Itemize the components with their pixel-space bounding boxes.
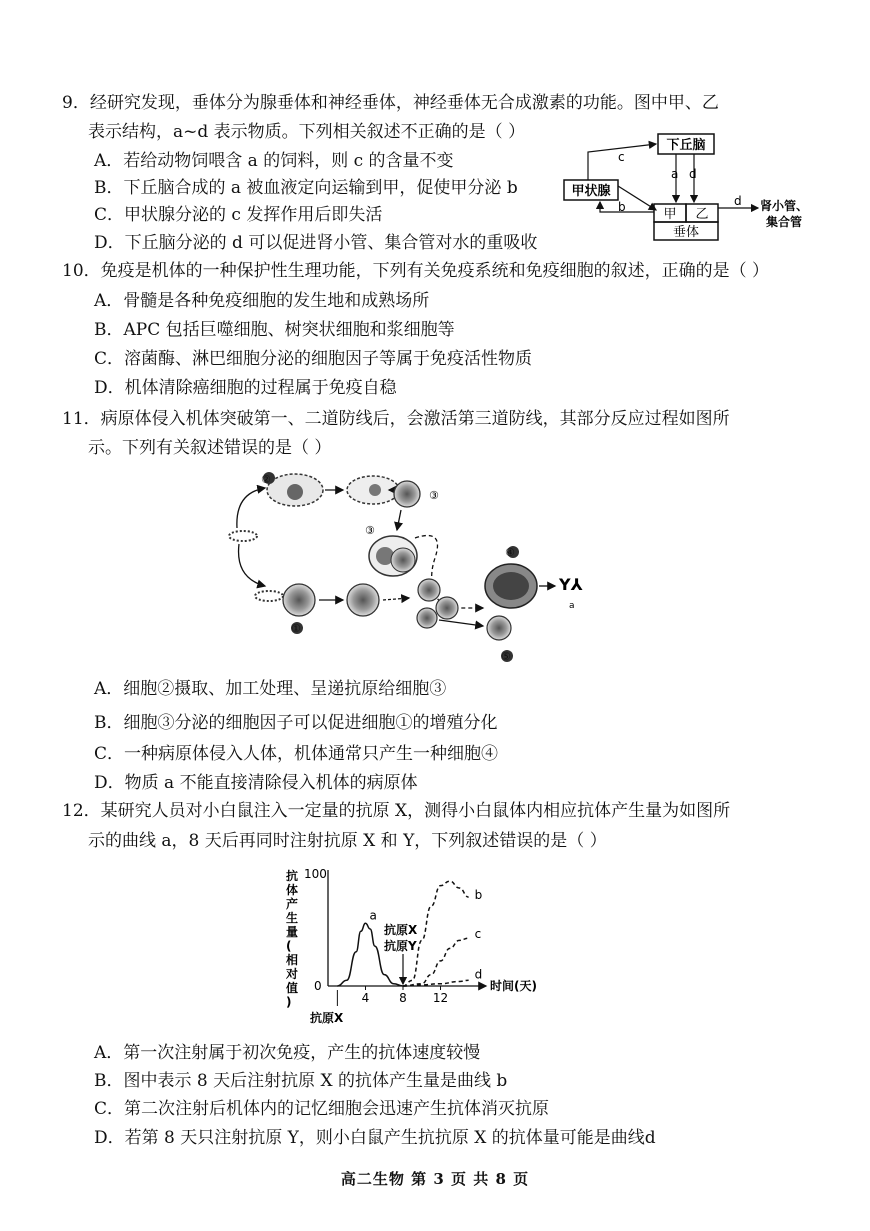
proliferating-cell-1 <box>418 579 440 601</box>
pituitary-yi-label: 乙 <box>695 207 709 222</box>
antibody-chart <box>280 866 560 1026</box>
y-tick-0: 0 <box>314 979 322 993</box>
y-axis-label-char: 值 <box>286 981 299 995</box>
series-label-d: d <box>474 967 483 982</box>
pituitary-label: 垂体 <box>672 225 700 240</box>
target-kidney-line2: 集合管 <box>766 215 803 229</box>
injection2-label-line1: 抗原X <box>384 923 418 937</box>
q10-option-c: C．溶菌酶、淋巴细胞分泌的细胞因子等属于免疫活性物质 <box>94 349 533 369</box>
label-b: b <box>618 200 626 214</box>
y-axis-label-char: 量 <box>286 925 299 939</box>
apc-presenting-nucleus <box>369 484 381 496</box>
proliferating-cell-3 <box>417 608 437 628</box>
cell-3-activated-nucleus-2 <box>391 548 415 572</box>
q11-option-c: C．一种病原体侵入人体，机体通常只产生一种细胞④ <box>94 744 499 764</box>
arrow-pathogen-to-bcell <box>239 544 265 586</box>
label-d-lower: d <box>734 194 742 208</box>
q9-option-a: A．若给动物饲喂含 a 的饲料，则 c 的含量不变 <box>94 151 454 171</box>
y-axis-label-char: 相 <box>286 953 299 967</box>
q12-stem-line1: 12．某研究人员对小白鼠注入一定量的抗原 X，测得小白鼠体内相应抗体产生量为如图所 <box>62 801 731 821</box>
q10-option-d: D．机体清除癌细胞的过程属于免疫自稳 <box>94 378 397 398</box>
arrow-to-proliferation <box>383 598 409 600</box>
q11-option-d: D．物质 a 不能直接清除侵入机体的病原体 <box>94 773 418 793</box>
q9-stem-line2: 表示结构，a~d 表示物质。下列相关叙述不正确的是（ ） <box>88 122 526 142</box>
series-label-a: a <box>369 908 377 923</box>
cell-1-number: ① <box>291 622 301 635</box>
q12-option-a: A．第一次注射属于初次免疫，产生的抗体速度较慢 <box>94 1043 481 1063</box>
antibody-glyphs: Y⅄ <box>559 575 583 594</box>
cell-5-number: ⑤ <box>501 650 511 663</box>
y-axis-label-char: 体 <box>286 883 299 897</box>
series-label-b: b <box>474 888 483 903</box>
activated-b-cell <box>347 584 379 616</box>
y-axis-label-char: 抗 <box>286 869 299 883</box>
q12-option-c: C．第二次注射后机体内的记忆细胞会迅速产生抗体消灭抗原 <box>94 1099 550 1119</box>
label-d-upper: d <box>689 167 697 181</box>
page-footer: 高二生物 第 3 页 共 8 页 <box>340 1170 530 1188</box>
y-tick-100: 100 <box>304 867 327 881</box>
q11-option-b: B．细胞③分泌的细胞因子可以促进细胞①的增殖分化 <box>94 713 498 733</box>
series-line-d <box>403 980 469 986</box>
q11-immune-figure <box>225 468 585 668</box>
cell-3-top-number: ③ <box>429 489 439 502</box>
arrow-to-memory-cell <box>439 620 483 626</box>
y-axis-label-char: 产 <box>286 897 299 911</box>
q10-option-b: B．APC 包括巨噬细胞、树突状细胞和浆细胞等 <box>94 320 455 340</box>
y-axis-label-char: ) <box>286 995 292 1009</box>
q10-stem: 10．免疫是机体的一种保护性生理功能，下列有关免疫系统和免疫细胞的叙述，正确的是（ ） <box>62 261 770 281</box>
y-axis-label-vertical <box>285 868 298 1009</box>
y-axis-label-char: 生 <box>286 911 299 925</box>
x-tick-label: 8 <box>399 991 407 1005</box>
y-axis-label-char: 对 <box>286 967 299 981</box>
cell-5-memory <box>487 616 511 640</box>
cell-3-center-number: ③ <box>365 524 375 537</box>
cell-1-b-cell <box>283 584 315 616</box>
q12-option-b: B．图中表示 8 天后注射抗原 X 的抗体产生量是曲线 b <box>94 1071 508 1091</box>
series-label-c: c <box>474 927 482 942</box>
arrow-pathogen-to-cell2 <box>237 488 265 528</box>
label-a: a <box>671 167 679 181</box>
injection1-label: 抗原X <box>310 1011 344 1025</box>
cell-2-number: ② <box>261 473 271 486</box>
proliferating-cell-2 <box>436 597 458 619</box>
q11-option-a: A．细胞②摄取、加工处理、呈递抗原给细胞③ <box>94 679 447 699</box>
q12-option-d: D．若第 8 天只注射抗原 Y，则小白鼠产生抗抗原 X 的抗体量可能是曲线d <box>94 1128 656 1148</box>
x-tick-label: 12 <box>432 991 449 1005</box>
q9-option-b: B．下丘脑合成的 a 被血液定向运输到甲，促使甲分泌 b <box>94 178 518 198</box>
q9-option-d: D．下丘脑分泌的 d 可以促进肾小管、集合管对水的重吸收 <box>94 233 538 253</box>
pituitary-jia-label: 甲 <box>663 207 677 222</box>
cell-2-nucleus <box>287 484 303 500</box>
y-axis-label-char: ( <box>286 939 292 953</box>
q9-hormone-diagram <box>560 130 830 245</box>
q11-stem-line2: 示。下列有关叙述错误的是（ ） <box>88 438 332 458</box>
injection2-label-line2: 抗原Y <box>384 939 417 953</box>
x-tick-label: 4 <box>361 991 370 1005</box>
pathogen <box>229 531 257 541</box>
antibody-label-a: a <box>569 601 575 611</box>
q10-option-a: A．骨髓是各种免疫细胞的发生地和成熟场所 <box>94 291 430 311</box>
q9-stem-line1: 9．经研究发现，垂体分为腺垂体和神经垂体，神经垂体无合成激素的功能。图中甲、乙 <box>62 93 719 113</box>
label-c: c <box>618 150 625 164</box>
hypothalamus-label: 下丘脑 <box>666 138 706 153</box>
target-kidney-line1: 肾小管、 <box>760 199 809 213</box>
q12-stem-line2: 示的曲线 a，8 天后再同时注射抗原 X 和 Y，下列叙述错误的是（ ） <box>88 831 607 851</box>
thyroid-label: 甲状腺 <box>571 184 611 199</box>
arrow-cell3-down <box>397 510 401 530</box>
cell-3-top <box>394 481 420 507</box>
cell-4-plasma-inner <box>493 572 529 600</box>
x-ticks <box>337 986 448 1006</box>
pathogen-lower <box>255 591 283 601</box>
x-axis-label: 时间(天) <box>490 979 537 993</box>
q11-stem-line1: 11．病原体侵入机体突破第一、二道防线后，会激活第三道防线，其部分反应过程如图所 <box>62 409 730 429</box>
cell-4-number: ④ <box>505 546 515 559</box>
q9-option-c: C．甲状腺分泌的 c 发挥作用后即失活 <box>94 205 383 225</box>
